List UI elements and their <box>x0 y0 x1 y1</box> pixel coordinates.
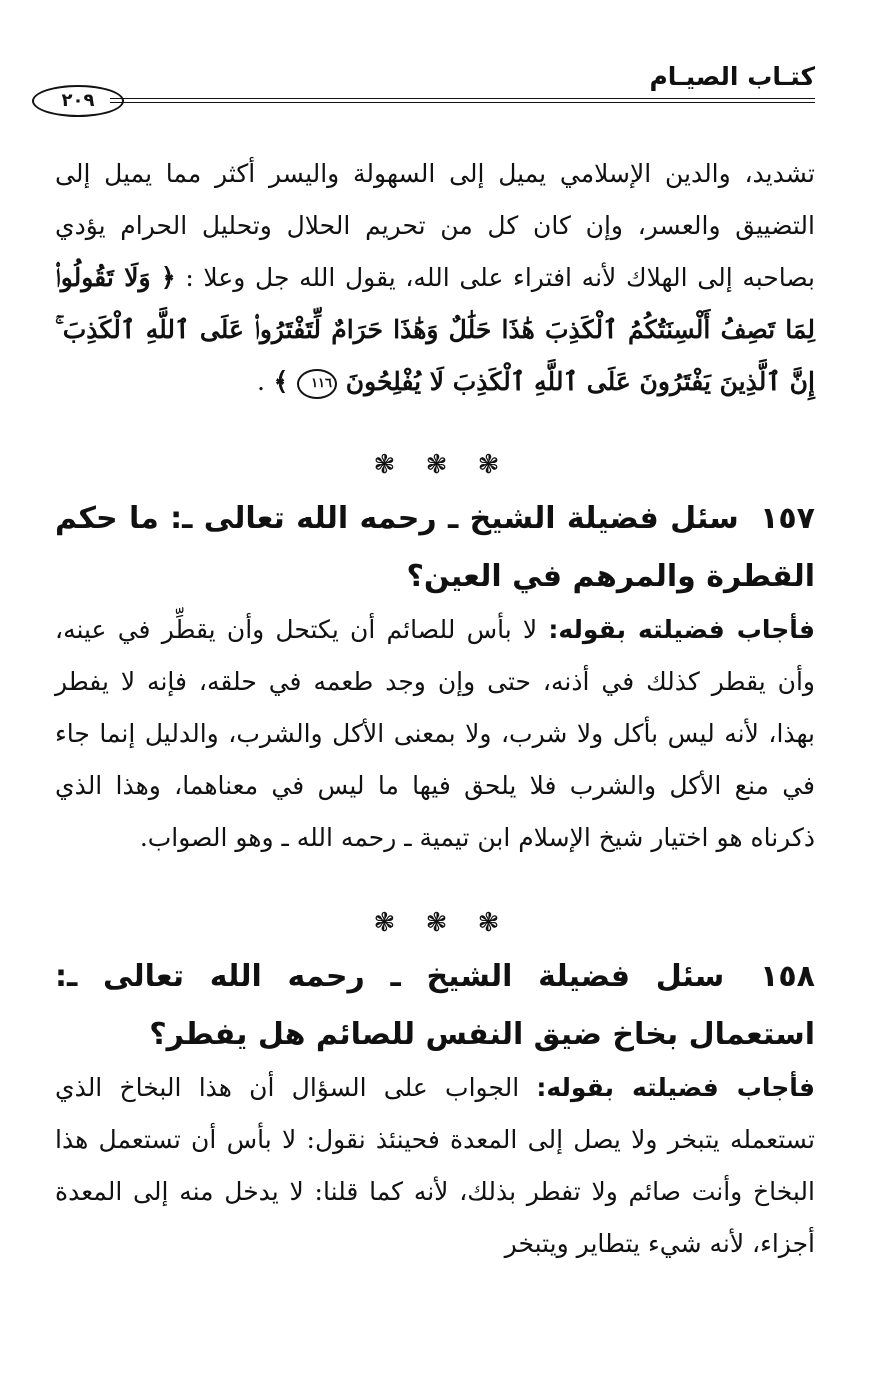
intro-text: تشديد، والدين الإسلامي يميل إلى السهولة واليسر أكثر مما يميل إلى التضييق والعسر، وإن كان كل من تحريم الحلال وتحليل الحرام يؤدي بصاحبه إلى الهلاك لأنه افتراء على الله، يقول الله جل وعلا : <box>55 159 815 292</box>
question-text: سئل فضيلة الشيخ ـ رحمه الله تعالى ـ: ما حكم القطرة والمرهم في العين؟ <box>55 501 815 594</box>
answer-text: لا بأس للصائم أن يكتحل وأن يقطِّر في عينه، وأن يقطر كذلك في أذنه، حتى وإن وجد طعمه في حلقه، فإنه لا يفطر بهذا، لأنه ليس بأكل ولا شرب، ولا بمعنى الأكل والشرب، والدليل إنما جاء في منع الأكل والشرب فلا يلحق فيها ما ليس في معناهما، وهذا الذي ذكرناه هو اختيار شيخ الإسلام ابن تيمية ـ رحمه الله ـ وهو الصواب. <box>55 615 815 852</box>
header-rule <box>110 98 815 103</box>
verse-close-bracket: ﴾ <box>273 367 289 396</box>
section-separator: ❃ ❃ ❃ <box>373 908 500 938</box>
page-number: ٢٠٩ <box>32 85 124 117</box>
verse-open-bracket: ﴿ <box>160 263 176 292</box>
verse-text: وَلَا تَقُولُوا۟ لِمَا تَصِفُ أَلْسِنَتُكُمُ ٱلْكَذِبَ هَٰذَا حَلَٰلٌ وَهَٰذَا حَرَامٌ لِّتَفْتَرُوا۟ عَلَى ٱللَّهِ ٱلْكَذِبَ ۚ إِنَّ ٱلَّذِينَ يَفْتَرُونَ عَلَى ٱللَّهِ ٱلْكَذِبَ لَا يُفْلِحُونَ <box>55 263 815 396</box>
answer-158 <box>55 1062 815 1270</box>
verse-number-marker: ١١٦ <box>297 369 337 399</box>
question-number: ١٥٧ <box>760 501 815 536</box>
answer-lead: فأجاب فضيلته بقوله: <box>548 615 815 644</box>
question-text: سئل فضيلة الشيخ ـ رحمه الله تعالى ـ: استعمال بخاخ ضيق النفس للصائم هل يفطر؟ <box>55 959 815 1052</box>
intro-paragraph <box>55 148 815 408</box>
section-separator: ❃ ❃ ❃ <box>373 450 500 480</box>
intro-end: . <box>256 367 265 396</box>
question-number: ١٥٨ <box>760 959 815 994</box>
question-158 <box>55 948 815 1064</box>
answer-text: الجواب على السؤال أن هذا البخاخ الذي تستعمله يتبخر ولا يصل إلى المعدة فحينئذ نقول: لا بأس أن تستعمل هذا البخاخ وأنت صائم ولا تفطر بذلك، لأنه كما قلنا: لا يدخل منه إلى المعدة أجزاء، لأنه شيء يتطاير ويتبخر <box>55 1073 815 1258</box>
answer-lead: فأجاب فضيلته بقوله: <box>536 1073 816 1102</box>
answer-157 <box>55 604 815 864</box>
question-157 <box>55 490 815 606</box>
running-header-title: كتـاب الصيـام <box>649 62 815 91</box>
